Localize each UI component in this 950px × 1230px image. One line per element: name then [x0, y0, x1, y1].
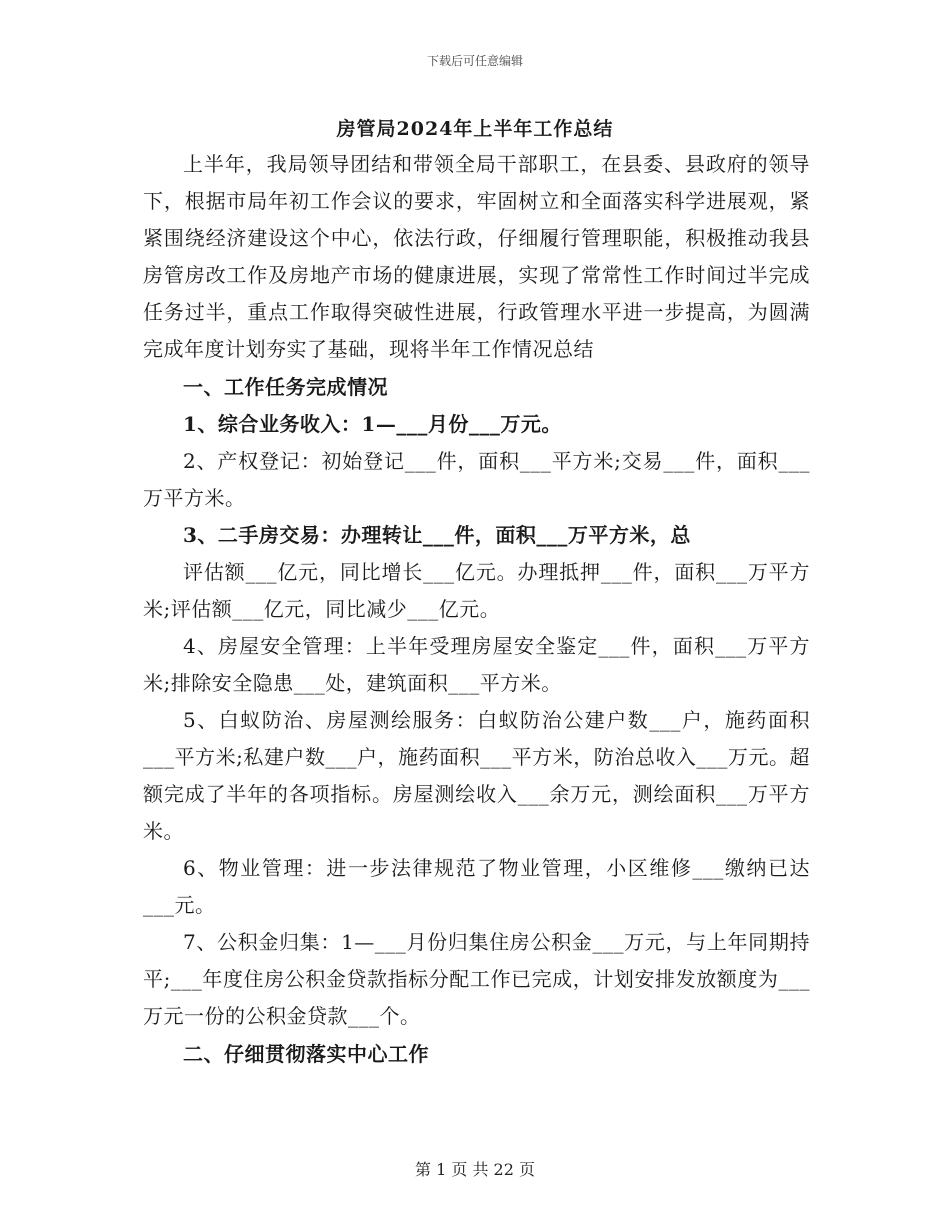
item-4-housing-safety: 4、房屋安全管理：上半年受理房屋安全鉴定___件，面积___万平方米;排除安全隐患___处，建筑面积___平方米。 [143, 634, 810, 695]
section-heading-2: 二、仔细贯彻落实中心工作 [183, 1042, 429, 1066]
intro-paragraph: 上半年，我局领导团结和带领全局干部职工，在县委、县政府的领导下，根据市局年初工作会议的要求，牢固树立和全面落实科学进展观，紧紧围绕经济建设这个中心，依法行政，仔细履行管理职能，积极推动我县房管房改工作及房地产市场的健康进展，实现了常常性工作时间过半完成任务过半，重点工作取得突破性进展，行政管理水平进一步提高，为圆满完成年度计划夯实了基础，现将半年工作情况总结 [143, 152, 810, 361]
item-1-business-income: 1、综合业务收入：1—___月份___万元。 [183, 412, 562, 436]
section-heading-1: 一、工作任务完成情况 [183, 375, 388, 399]
document-body [143, 146, 810, 1073]
item-5-termite-mapping: 5、白蚁防治、房屋测绘服务：白蚁防治公建户数___户，施药面积___平方米;私建户数___户，施药面积___平方米，防治总收入___万元。超额完成了半年的各项指标。房屋测绘收入___余万元，测绘面积___万平方米。 [143, 708, 810, 843]
item-7-housing-fund: 7、公积金归集：1—___月份归集住房公积金___万元，与上年同期持平;___年度住房公积金贷款指标分配工作已完成，计划安排发放额度为___万元一份的公积金贷款___个。 [143, 930, 810, 1028]
page-number-footer: 第 1 页 共 22 页 [415, 1160, 535, 1179]
document-title: 房管局2024年上半年工作总结 [336, 118, 614, 140]
page-header-note: 下载后可任意编辑 [426, 54, 523, 68]
item-3-secondhand-housing: 3、二手房交易：办理转让___件，面积___万平方米，总 [183, 523, 691, 547]
item-6-property-management: 6、物业管理：进一步法律规范了物业管理，小区维修___缴纳已达___元。 [143, 856, 810, 917]
item-3-continued: 评估额___亿元，同比增长___亿元。办理抵押___件，面积___万平方米;评估额___亿元，同比减少___亿元。 [143, 560, 810, 621]
item-2-property-registration: 2、产权登记：初始登记___件，面积___平方米;交易___件，面积___万平方米。 [143, 449, 810, 510]
